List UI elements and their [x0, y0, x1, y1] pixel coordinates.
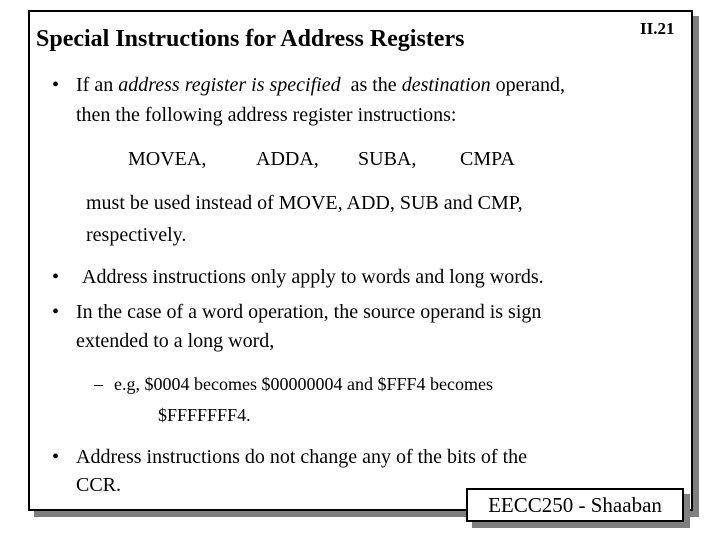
italic-text: address register is specified [118, 74, 341, 96]
must-text-line-1: must be used instead of MOVE, ADD, SUB and CMP, [86, 192, 523, 214]
footer-label: EECC250 - Shaaban [466, 488, 684, 522]
bullet-1-marker: • [52, 74, 60, 96]
bullet-3-marker: • [52, 301, 60, 323]
bullet-4-marker: • [52, 446, 60, 468]
bullet-4-line-1: Address instructions do not change any of the bits of the [76, 446, 528, 468]
slide-title: Special Instructions for Address Registers [36, 26, 465, 52]
text-span: operand, [490, 74, 565, 96]
italic-text: destination [401, 74, 491, 96]
text-span: If an [76, 74, 119, 96]
bullet-1-line-1 [76, 74, 565, 97]
bullet-2-text: Address instructions only apply to words and long words. [82, 266, 544, 288]
bullet-2-marker: • [52, 266, 60, 288]
instruction-cmpa: CMPA [460, 148, 515, 170]
instruction-adda: ADDA, [256, 148, 319, 170]
must-text-line-2: respectively. [86, 224, 187, 246]
bullet-4-line-2: CCR. [76, 474, 122, 496]
slide-number: II.21 [640, 19, 675, 38]
bullet-3-line-2: extended to a long word, [76, 330, 275, 352]
text-span: as the [340, 74, 402, 96]
sub-bullet-dash: – [94, 374, 103, 394]
bullet-1-line-2: then the following address register instructions: [76, 104, 457, 126]
sub-example-line-1: e.g, $0004 becomes $00000004 and $FFF4 becomes [114, 374, 493, 394]
instruction-movea: MOVEA, [128, 148, 207, 170]
instruction-suba: SUBA, [358, 148, 417, 170]
bullet-3-line-1: In the case of a word operation, the source operand is sign [76, 301, 542, 323]
sub-example-line-2: $FFFFFFF4. [158, 405, 251, 425]
